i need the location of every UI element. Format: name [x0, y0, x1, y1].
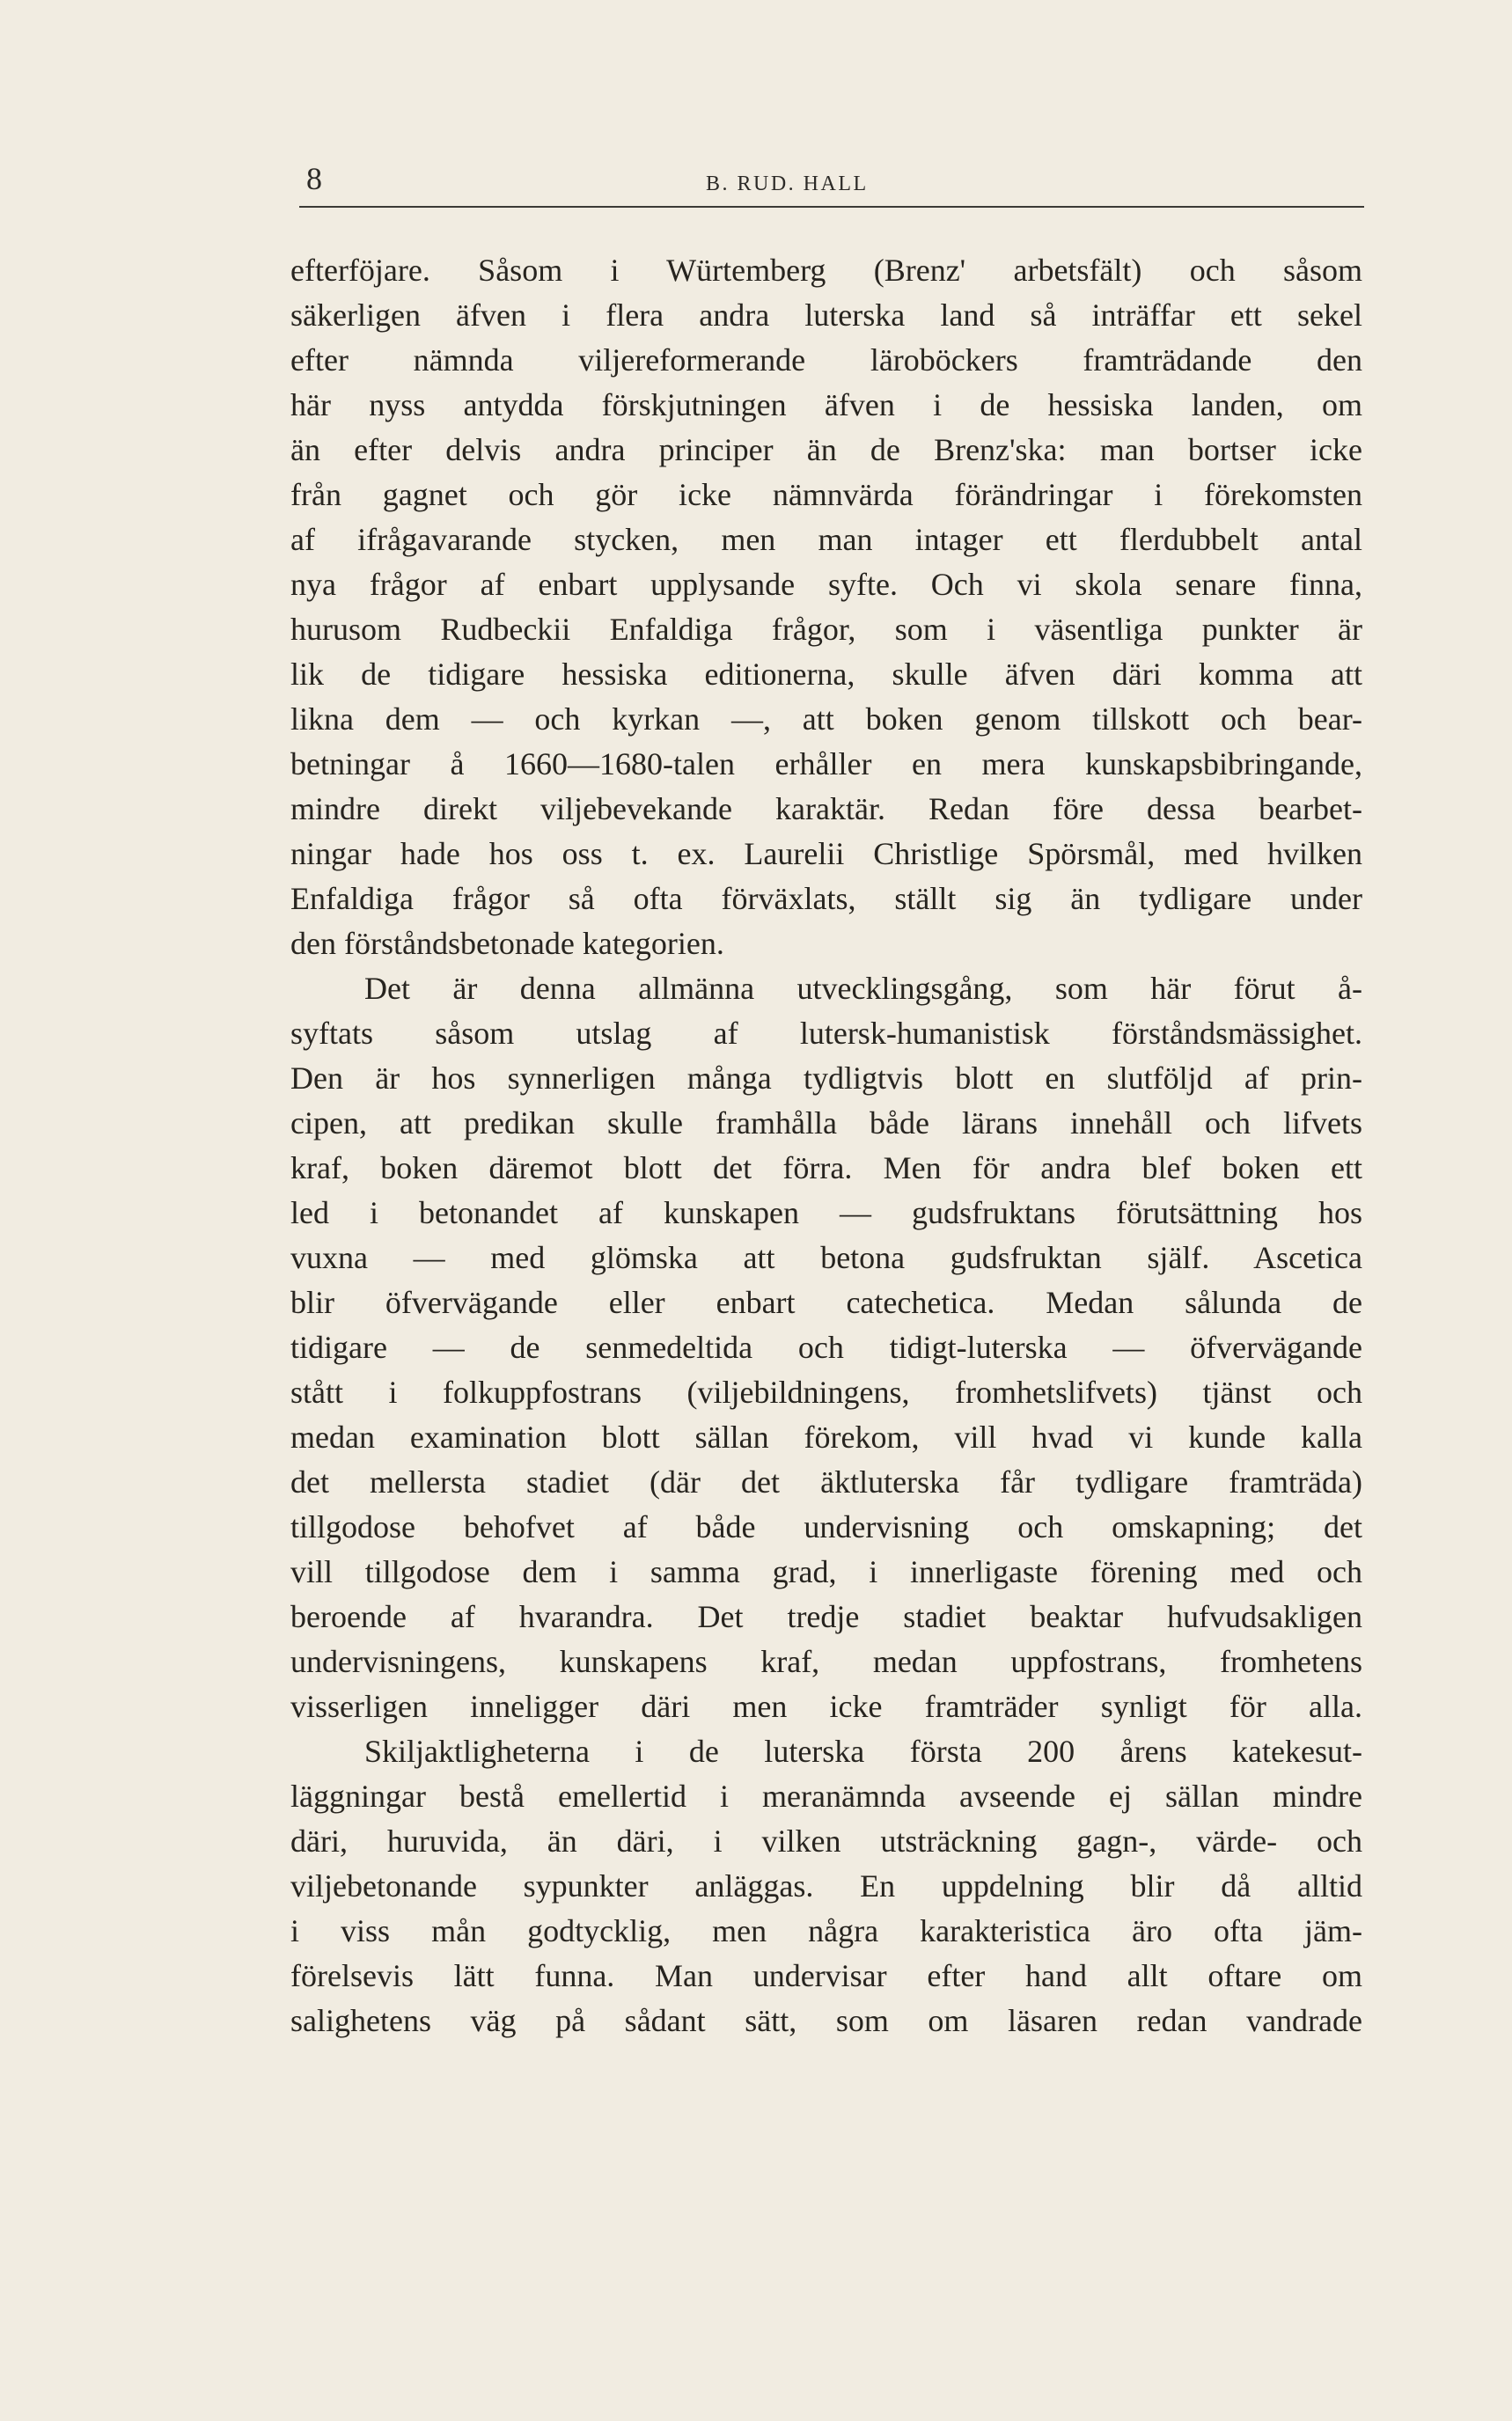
text-line: Den är hos synnerligen många tydligtvis blott en slutföljd af prin- [290, 1060, 1362, 1096]
text-line: medan examination blott sällan förekom, vill hvad vi kunde kalla [290, 1420, 1362, 1455]
text-line: blir öfvervägande eller enbart catechetica. Medan sålunda de [290, 1285, 1362, 1320]
text-line: Det är denna allmänna utvecklingsgång, som här förut å- [364, 971, 1362, 1006]
text-line: efter nämnda viljereformerande läroböckers framträdande den [290, 342, 1362, 378]
text-line: tillgodose behofvet af både undervisning och omskapning; det [290, 1509, 1362, 1544]
text-line: här nyss antydda förskjutningen äfven i de hessiska landen, om [290, 387, 1362, 422]
page-number: 8 [306, 161, 322, 196]
text-line: viljebetonande sypunkter anläggas. En uppdelning blir då alltid [290, 1868, 1362, 1904]
text-line: än efter delvis andra principer än de Brenz'ska: man bortser icke [290, 432, 1362, 467]
text-line: från gagnet och gör icke nämnvärda förändringar i förekomsten [290, 477, 1362, 512]
text-line: förelsevis lätt funna. Man undervisar efter hand allt oftare om [290, 1958, 1362, 1993]
text-line: af ifrågavarande stycken, men man intager ett flerdubbelt antal [290, 522, 1362, 557]
text-line: stått i folkuppfostrans (viljebildningens, fromhetslifvets) tjänst och [290, 1375, 1362, 1410]
text-line: det mellersta stadiet (där det äktluterska får tydligare framträda) [290, 1464, 1362, 1500]
text-line: led i betonandet af kunskapen — gudsfruktans förutsättning hos [290, 1195, 1362, 1230]
text-line: däri, huruvida, än däri, i vilken utsträckning gagn-, värde- och [290, 1823, 1362, 1859]
text-line: betningar å 1660—1680-talen erhåller en mera kunskapsbibringande, [290, 746, 1362, 781]
text-line: nya frågor af enbart upplysande syfte. Och vi skola senare finna, [290, 567, 1362, 602]
text-line: i viss mån godtycklig, men några karakteristica äro ofta jäm- [290, 1913, 1362, 1948]
text-line: tidigare — de senmedeltida och tidigt-luterska — öfvervägande [290, 1330, 1362, 1365]
text-line: kraf, boken däremot blott det förra. Men för andra blef boken ett [290, 1150, 1362, 1185]
text-line: beroende af hvarandra. Det tredje stadiet beaktar hufvudsakligen [290, 1599, 1362, 1634]
text-line: vill tillgodose dem i samma grad, i innerligaste förening med och [290, 1554, 1362, 1589]
text-line: cipen, att predikan skulle framhålla både lärans innehåll och lifvets [290, 1105, 1362, 1141]
text-line: den förståndsbetonade kategorien. [290, 926, 724, 961]
text-line: visserligen inneligger däri men icke framträder synligt för alla. [290, 1689, 1362, 1724]
running-title: B. RUD. HALL [706, 172, 869, 195]
text-line: mindre direkt viljebevekande karaktär. Redan före dessa bearbet- [290, 791, 1362, 826]
text-line: salighetens väg på sådant sätt, som om läsaren redan vandrade [290, 2003, 1362, 2038]
text-line: hurusom Rudbeckii Enfaldiga frågor, som i väsentliga punkter är [290, 612, 1362, 647]
text-line: lik de tidigare hessiska editionerna, skulle äfven däri komma att [290, 657, 1362, 692]
text-line: vuxna — med glömska att betona gudsfruktan själf. Ascetica [290, 1240, 1362, 1275]
text-line: ningar hade hos oss t. ex. Laurelii Christlige Spörsmål, med hvilken [290, 836, 1362, 871]
text-line: Enfaldiga frågor så ofta förväxlats, ställt sig än tydligare under [290, 881, 1362, 916]
text-line: syftats såsom utslag af lutersk-humanistisk förståndsmässighet. [290, 1016, 1362, 1051]
text-line: säkerligen äfven i flera andra luterska land så inträffar ett sekel [290, 297, 1362, 333]
text-line: Skiljaktligheterna i de luterska första 200 årens katekesut- [364, 1734, 1362, 1769]
text-line: undervisningens, kunskapens kraf, medan uppfostrans, fromhetens [290, 1644, 1362, 1679]
running-head [299, 160, 1364, 208]
body-text [290, 248, 1362, 2043]
text-line: läggningar bestå emellertid i meranämnda avseende ej sällan mindre [290, 1779, 1362, 1814]
text-line: likna dem — och kyrkan —, att boken genom tillskott och bear- [290, 701, 1362, 737]
text-line: efterföjare. Såsom i Würtemberg (Brenz' arbetsfält) och såsom [290, 253, 1362, 288]
